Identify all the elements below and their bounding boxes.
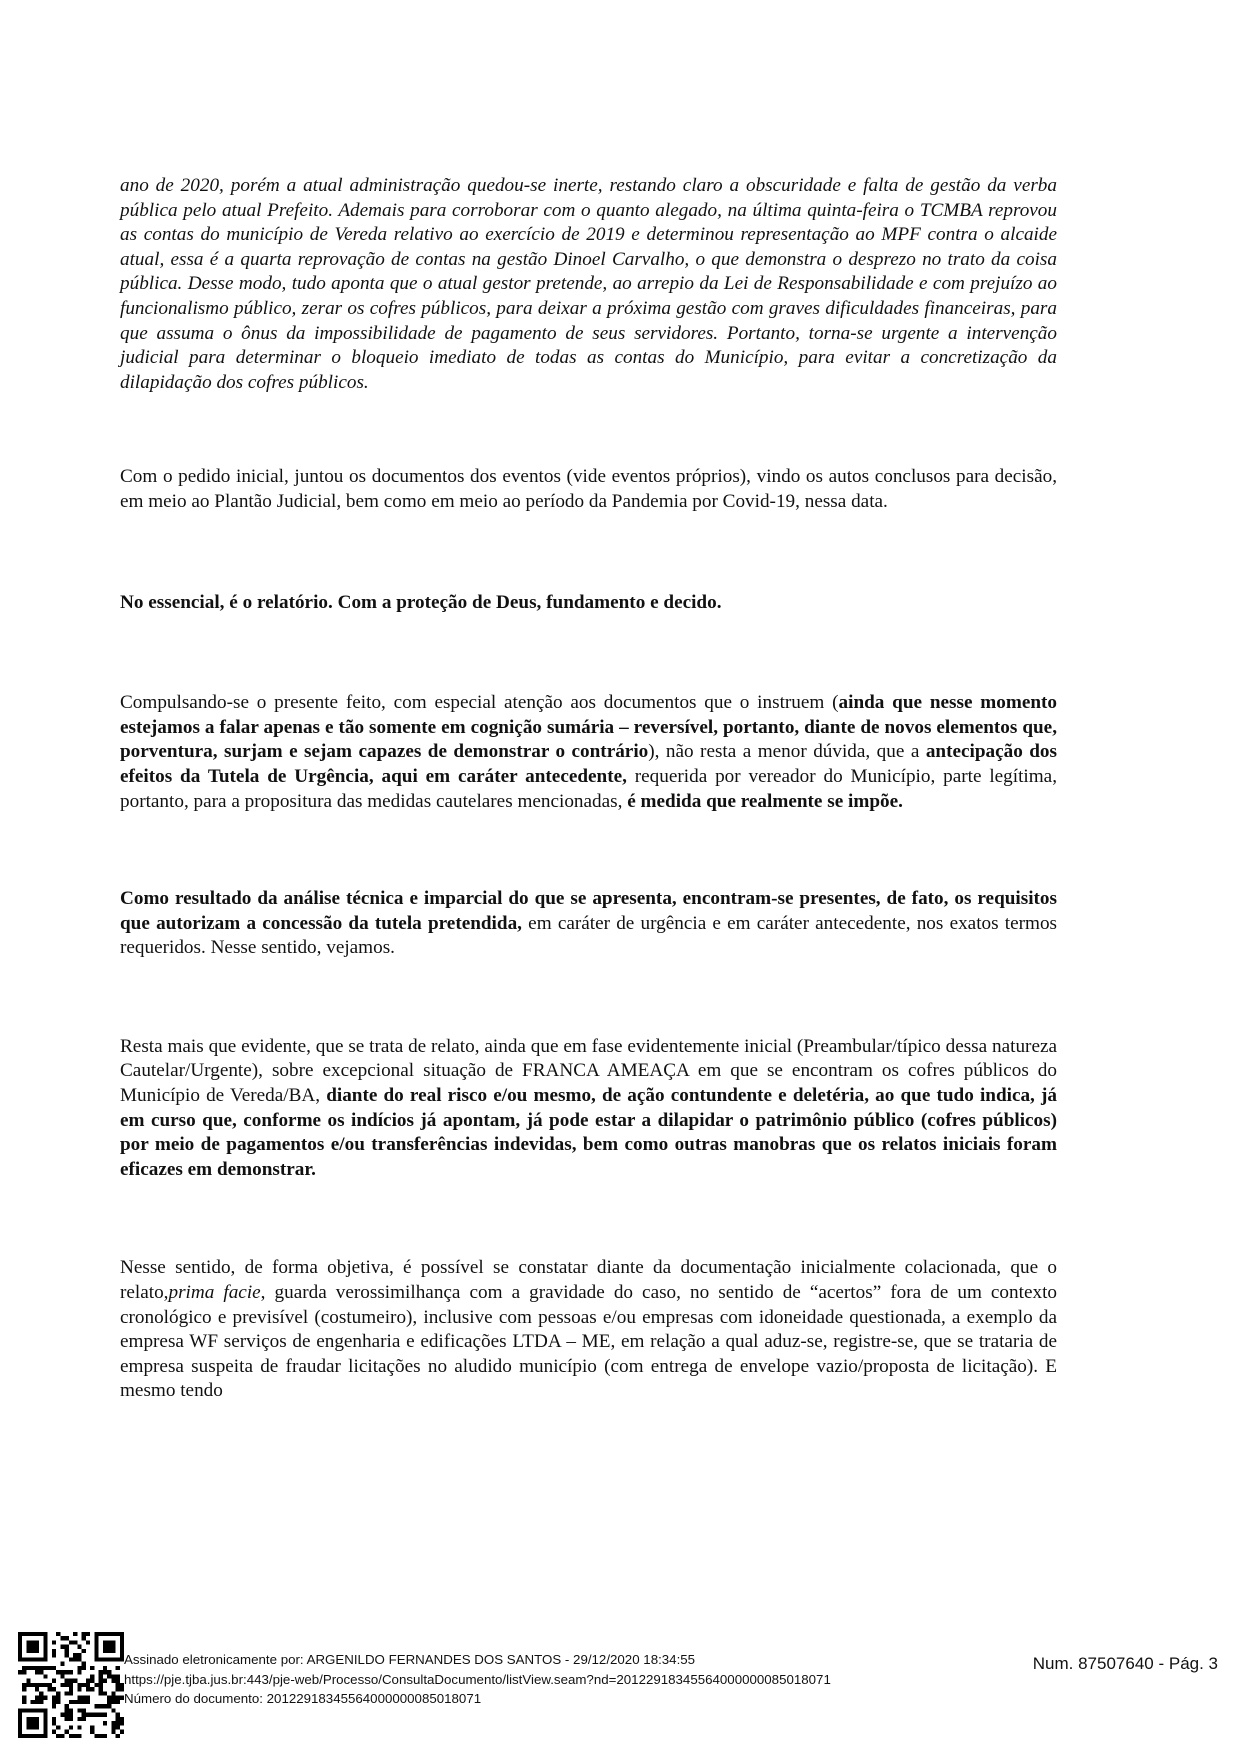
text-run: ), não resta a menor dúvida, que a: [648, 741, 926, 763]
text-run: Compulsando-se o presente feito, com especial atenção aos documentos que o instruem (: [120, 692, 839, 714]
paragraph-threat-to-public-funds: [120, 1035, 1057, 1183]
paragraph-requirements-met: [120, 887, 1057, 961]
paragraph-report-closing: [120, 591, 1057, 616]
document-body: [120, 174, 1057, 1404]
paragraph-petition-excerpt: [120, 174, 1057, 395]
text-run: prima facie: [168, 1282, 261, 1304]
page-number: Num. 87507640 - Pág. 3: [1032, 1654, 1218, 1673]
document-url-link[interactable]: https://pje.tjba.jus.br:443/pje-web/Processo/ConsultaDocumento/listView.seam?nd=20122918345564000000085018071: [124, 1671, 831, 1687]
paragraph-prima-facie-evidence: [120, 1256, 1057, 1404]
signature-footer: [18, 1632, 1228, 1742]
text-run: diante do real risco e/ou mesmo, de ação contundente e deletéria, ao que tudo indica, já em curso que, conforme os indícios já apontam, já pode estar a dilapidar o patrimônio público (cofres públicos) por meio de pagamentos e/ou transferências indevidas, bem como outras manobras que os relatos iniciais foram eficazes em demonstrar.: [120, 1085, 1057, 1180]
paragraph-initial-filing: [120, 465, 1057, 514]
text-run: Com o pedido inicial, juntou os documentos dos eventos (vide eventos próprios), vindo os autos conclusos para decisão, em meio ao Plantão Judicial, bem como em meio ao período da Pandemia por Covid-19, nessa data.: [120, 466, 1057, 512]
text-run: é medida que realmente se impõe.: [627, 790, 903, 812]
text-run: Resta mais que evidente, que se trata de relato, ainda que em fase evidentemente inicial (Preambular/típico dessa natureza Cautelar/Urgente), sobre excepcional situação de FRANCA AMEAÇA em que se encontram os cofres públicos do Município de Vereda/BA,: [120, 1035, 1057, 1107]
text-run: Nesse sentido, de forma objetiva, é possível se constatar diante da documentação inicialmente colacionada, que o relato,: [120, 1257, 1057, 1304]
document-number-line: Número do documento: 20122918345564000000085018071: [124, 1691, 482, 1706]
text-run: , guarda verossimilhança com a gravidade do caso, no sentido de “acertos” fora de um contexto cronológico e previsível (costumeiro), inclusive com pessoas e/ou empresas com idoneidade questionada, a exemplo da empresa WF serviços de engenharia e edificações LTDA – ME, em relação a qual aduz-se, registre-se, que se trataria de empresa suspeita de fraudar licitações no aludido município (com entrega de envelope vazio/proposta de licitação). E mesmo tendo: [120, 1282, 1057, 1402]
text-run: ano de 2020, porém a atual administração quedou-se inerte, restando claro a obscuridade e falta de gestão da verba pública pelo atual Prefeito. Ademais para corroborar com o quanto alegado, na última quinta-feira o TCMBA reprovou as contas do município de Vereda relativo ao exercício de 2019 e determinou representação ao MPF contra o alcaide atual, essa é a quarta reprovação de contas na gestão Dinoel Carvalho, o que demonstra o desprezo no trato da coisa pública. Desse modo, tudo aponta que o atual gestor pretende, ao arrepio da Lei de Responsabilidade e com prejuízo ao funcionalismo público, zerar os cofres públicos, para deixar a próxima gestão com graves dificuldades financeiras, para que assuma o ônus da impossibilidade de pagamento de seus servidores. Portanto, torna-se urgente a intervenção judicial para determinar o bloqueio imediato de todas as contas do Município, para evitar a concretização da dilapidação dos cofres públicos.: [120, 175, 1057, 393]
text-run: antecipação dos efeitos da Tutela de Urgência, aqui em caráter antecedente,: [120, 741, 1057, 787]
paragraph-urgent-relief-analysis: [120, 691, 1057, 814]
signature-block: [124, 1650, 831, 1709]
text-run: em caráter de urgência e em caráter antecedente, nos exatos termos requeridos. Nesse sentido, vejamos.: [120, 912, 1058, 959]
text-run: Como resultado da análise técnica e imparcial do que se apresenta, encontram-se presentes, de fato, os requisitos que autorizam a concessão da tutela pretendida,: [120, 888, 1057, 934]
signed-by-line: Assinado eletronicamente por: ARGENILDO FERNANDES DOS SANTOS - 29/12/2020 18:34:55: [124, 1652, 696, 1667]
text-run: No essencial, é o relatório. Com a proteção de Deus, fundamento e decido.: [120, 591, 722, 613]
text-run: requerida por vereador do Município, parte legítima, portanto, para a propositura das medidas cautelares mencionadas,: [120, 765, 1057, 812]
text-run: ainda que nesse momento estejamos a falar apenas e tão somente em cognição sumária – reversível, portanto, diante de novos elementos que, porventura, surjam e sejam capazes de demonstrar o contrário: [120, 692, 1057, 763]
qr-code-icon: [18, 1632, 124, 1738]
